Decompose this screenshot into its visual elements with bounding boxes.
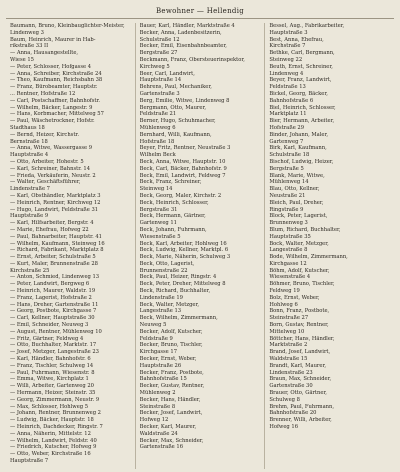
directory-entry: Baum, Heinrich, Maurer in Hab- xyxy=(10,36,96,43)
directory-entry: — Anna, Hausangestellte, xyxy=(10,50,79,57)
directory-entry: Gartenstraße 3 xyxy=(139,90,180,97)
directory-entry: — Anna, Witwe, Wassergasse 9 xyxy=(10,145,93,152)
directory-entry: Beyer, Franz, Landwirt, xyxy=(269,77,332,84)
directory-entry: — Ernst, Arbeiter, Schulstraße 5 xyxy=(10,254,96,261)
directory-entry: Steinweg 14 xyxy=(139,186,173,193)
directory-entry: Beck, Peter, Dreher, Mittelweg 8 xyxy=(139,281,226,288)
directory-entry: Hohlweg 6 xyxy=(269,301,298,308)
directory-entry: Beck, Johann, Fuhrmann, xyxy=(139,226,207,233)
directory-entry: — Anna, Schreiber, Kirchstraße 24 xyxy=(10,70,102,77)
directory-entry: Becker, Franz, Postbote, xyxy=(139,369,204,376)
directory-entry: Blau, Otto, Kellner, xyxy=(269,186,320,193)
directory-entry: Beck, Ludwig, Kellner, Marktpl. 6 xyxy=(139,247,229,254)
directory-entry: — Walter, Geschäftsführer, xyxy=(10,179,81,186)
directory-entry: Kirchstraße 25 xyxy=(10,267,50,274)
directory-entry: — Hermann, Heizer, Steinstr. 35 xyxy=(10,390,96,397)
directory-entry: Beckmann, Franz, Obersteuerinspektor, xyxy=(139,56,245,63)
directory-entry: Lindenweg 4 xyxy=(269,70,304,77)
columns xyxy=(6,23,394,469)
directory-entry: Mittelweg 10 xyxy=(269,328,305,335)
directory-entry: Lindenstraße 23 xyxy=(269,369,313,376)
directory-entry: — Karl, Händler, Bahnhofstr. 6 xyxy=(10,356,91,363)
directory-entry: Bickel, Georg, Bäcker, xyxy=(269,90,328,97)
directory-entry: Steinstraße 27 xyxy=(269,315,309,322)
directory-entry: Becker, Max, Schneider, xyxy=(139,437,204,444)
directory-entry: Beck, Walter, Metzger, xyxy=(139,301,200,308)
directory-entry: — Wilhelm, Landwirt, Feldstr. 40 xyxy=(10,437,97,444)
directory-entry: Wiesenstraße 5 xyxy=(139,233,181,240)
directory-entry: Steinweg 22 xyxy=(269,56,303,63)
directory-entry: — Anton, Schmied, Lindenweg 13 xyxy=(10,274,100,281)
directory-entry: Langestraße 13 xyxy=(139,308,182,315)
directory-entry: Schulstraße 18 xyxy=(269,152,310,159)
directory-entry: Beck, Franz, Schreiner, xyxy=(139,179,202,186)
directory-entry: — Wilhelm, Bäcker, Langestr. 9 xyxy=(10,104,93,111)
directory-entry: Kirchstraße 7 xyxy=(269,43,306,50)
directory-entry: Biel, Heinrich, Schlosser, xyxy=(269,104,336,111)
directory-entry: — Carl, Kellner, Hauptstraße 30 xyxy=(10,315,95,322)
directory-entry: Beck, Anna, Witwe, Hauptstr. 10 xyxy=(139,158,226,165)
directory-entry: — Karl, Schreiner, Bahnstr. 14 xyxy=(10,165,91,172)
directory-entry: Best, Anna, Ehefrau, xyxy=(269,36,324,43)
directory-entry: Ringstraße 9 xyxy=(269,206,304,213)
directory-entry: — Peter, Landwirt, Bergweg 6 xyxy=(10,281,90,288)
directory-entry: — Anna, Näherin, Mittelstr. 12 xyxy=(10,430,91,437)
directory-entry: — Otto, Buchhalter, Marktstr. 17 xyxy=(10,342,97,349)
directory-entry: Wiese 15 xyxy=(10,56,34,63)
directory-entry: Kirchgasse 17 xyxy=(139,349,177,356)
directory-entry: Becker, Emil, Eisenbahnbeamter, xyxy=(139,43,227,50)
directory-entry: Bolz, Ernst, Weber, xyxy=(269,294,320,301)
directory-entry: — Richard, Fabrikant, Marktplatz 8 xyxy=(10,247,104,254)
directory-entry: Steinstraße 8 xyxy=(139,403,176,410)
directory-entry: Bonn, Franz, Postbote, xyxy=(269,308,330,315)
directory-entry: Böhmer, Bruno, Tischler, xyxy=(269,281,335,288)
directory-entry: Behrens, Paul, Mechaniker, xyxy=(139,84,212,91)
directory-entry: Schulstraße 12 xyxy=(139,36,180,43)
directory-entry: — Emil, Schneider, Neuweg 3 xyxy=(10,322,89,329)
directory-entry: Bahnhofstraße 20 xyxy=(269,410,317,417)
directory-entry: ... Rentner, Hofstraße 12 xyxy=(10,90,76,97)
directory-entry: Birk, Karl, Kaufmann, xyxy=(269,145,327,152)
directory-entry: Marktstraße 2 xyxy=(269,342,308,349)
column-3 xyxy=(265,23,394,469)
directory-entry: Bergstraße 27 xyxy=(139,50,178,57)
directory-entry: Bahnhofstraße 6 xyxy=(269,97,314,104)
directory-entry: Beck, Carl, Bäcker, Bahnhofstr. 9 xyxy=(139,165,227,172)
directory-entry: — Paul, Fuhrmann, Wiesenstr. 8 xyxy=(10,369,95,376)
directory-entry: Becker, Anna, Ladenbesitzerin, xyxy=(139,29,222,36)
directory-entry: — Friedrich, Kutscher, Hofweg 9 xyxy=(10,444,97,451)
directory-entry: Feldweg 19 xyxy=(269,288,300,295)
directory-entry: Berner, Hugo, Schuhmacher, xyxy=(139,118,216,125)
directory-entry: Lindenweg 3 xyxy=(10,29,44,36)
directory-entry: Beck, Marie, Näherin, Schulweg 3 xyxy=(139,254,231,261)
directory-entry: Lindenstraße 19 xyxy=(139,294,183,301)
directory-entry: Wiesenstraße 4 xyxy=(269,274,311,281)
directory-entry: Block, Peter, Lagerist, xyxy=(269,213,328,220)
directory-entry: Schulweg 8 xyxy=(269,396,300,403)
directory-entry: Beck, Hermann, Gärtner, xyxy=(139,213,206,220)
directory-entry: Becker, Adolf, Kutscher, xyxy=(139,328,203,335)
directory-entry: — Paul, Bahnarbeiter, Hauptstr. 41 xyxy=(10,233,102,240)
directory-entry: Beck, Wilhelm, Zimmermann, xyxy=(139,315,218,322)
directory-entry: Brandt, Karl, Maurer, xyxy=(269,362,327,369)
directory-entry: Bock, Walter, Metzger, xyxy=(269,240,329,247)
directory-entry: — Georg, Postbote, Kirchgasse 7 xyxy=(10,308,97,315)
directory-entry: — August, Rentner, Mühlenweg 10 xyxy=(10,328,102,335)
directory-entry: rikstraße 33 II xyxy=(10,43,49,50)
directory-entry: — Hans, Korbmacher, Mittelweg 57 xyxy=(10,111,104,118)
directory-entry: Mühlenweg 2 xyxy=(139,390,176,397)
directory-entry: Bernstraße 18 xyxy=(10,138,48,145)
directory-entry: — Carl, Postschaffner, Bahnhofstr. xyxy=(10,97,101,104)
directory-entry: — Otto, Weber, Kirchstraße 16 xyxy=(10,451,91,458)
directory-entry: Gartenstraße 16 xyxy=(139,444,183,451)
directory-entry: Kirchgasse 12 xyxy=(269,260,307,267)
directory-entry: Bischof, Ludwig, Heizer, xyxy=(269,158,334,165)
directory-entry: Beer, Carl, Landwirt, xyxy=(139,70,195,77)
directory-entry: — Josef, Metzger, Langestraße 23 xyxy=(10,349,99,356)
directory-entry: — Max, Schlosser, Hohlweg 5 xyxy=(10,403,89,410)
directory-entry: Binder, Johann, Maler, xyxy=(269,131,329,138)
directory-entry: Böttcher, Hans, Händler, xyxy=(269,335,335,342)
directory-entry: Brauer, Otto, Gärtner, xyxy=(269,390,327,397)
directory-entry: — Paul, Wäschetrockner, Hofstr. xyxy=(10,118,95,125)
directory-entry: — Ludwig, Bäcker, Hauptstr. 18 xyxy=(10,417,94,424)
directory-entry: Bergmann, Otto, Maurer, xyxy=(139,104,207,111)
directory-entry: Becker, Hans, Händler, xyxy=(139,396,201,403)
directory-entry: Beck, Georg, Maler, Kirchstr. 2 xyxy=(139,192,222,199)
directory-entry: Brenner, Willi, Arbeiter, xyxy=(269,417,332,424)
directory-entry: Bleich, Paul, Dreher, xyxy=(269,199,324,206)
page-header xyxy=(6,4,394,19)
directory-entry: — Otto, Arbeiter, Hohestr. 5 xyxy=(10,158,84,165)
directory-entry: Marktplatz 11 xyxy=(269,111,307,118)
directory-entry: Hauptstraße 9 xyxy=(10,213,49,220)
directory-entry: — Johann, Rentner, Brunnenweg 2 xyxy=(10,410,101,417)
directory-entry: Feldstraße 9 xyxy=(139,335,173,342)
directory-entry: Bode, Wilhelm, Zimmermann, xyxy=(269,254,348,261)
directory-entry: Gartenstraße 30 xyxy=(269,383,313,390)
directory-entry: Becker, Gustav, Rentner, xyxy=(139,383,205,390)
directory-entry: — Heinrich, Maurer, Waldstr. 19 xyxy=(10,288,96,295)
directory-entry: Mühlenweg 6 xyxy=(139,124,176,131)
directory-entry: Lindenstraße 7 xyxy=(10,186,50,193)
directory-entry: — Heinrich, Dachdecker, Ringstr. 7 xyxy=(10,424,103,431)
directory-entry: Becker, Bruno, Tischler, xyxy=(139,342,203,349)
directory-entry: Braun, Max, Schneider, xyxy=(269,376,332,383)
directory-entry: — Fritz, Gärtner, Feldweg 4 xyxy=(10,335,84,342)
directory-entry: Beck, Karl, Arbeiter, Hohlweg 16 xyxy=(139,240,227,247)
directory-entry: Becker, Ernst, Weber, xyxy=(139,356,197,363)
directory-entry: Beck, Richard, Buchhalter, xyxy=(139,288,211,295)
directory-entry: Beck, Otto, Lagerist, xyxy=(139,260,195,267)
directory-entry: Hauptstraße 35 xyxy=(269,233,311,240)
directory-entry: — Wilhelm, Kaufmann, Steinweg 16 xyxy=(10,240,105,247)
directory-entry: Brunnenstraße 22 xyxy=(139,267,188,274)
directory-entry: — Georg, Zimmermann, Neustr. 9 xyxy=(10,396,100,403)
directory-entry: — Hans, Dreher, Gartenstraße 11 xyxy=(10,301,99,308)
directory-entry: Brehm, Paul, Fuhrmann, xyxy=(269,403,335,410)
directory-entry: Langestraße 8 xyxy=(269,247,308,254)
directory-entry: Hofstraße 29 xyxy=(269,124,305,131)
directory-entry: Bessel, Aug., Fabrikarbeiter, xyxy=(269,23,345,29)
directory-entry: Kirchweg 5 xyxy=(139,63,170,70)
directory-entry: — Karl, Obsthändler, Marktplatz 3 xyxy=(10,192,101,199)
directory-entry: Hauptstraße 14 xyxy=(139,77,182,84)
directory-entry: — Peter, Schlosser, Hofgasse 4 xyxy=(10,63,92,70)
directory-entry: Brand, Josef, Landwirt, xyxy=(269,349,331,356)
directory-entry: Gartenweg 11 xyxy=(139,220,177,227)
directory-entry: Waldstraße 24 xyxy=(139,430,178,437)
directory-entry: — Franz, Tischler, Schulweg 14 xyxy=(10,362,94,369)
directory-entry: Stadthaus 18 xyxy=(10,124,45,131)
directory-entry: Hauptstraße 3 xyxy=(269,29,308,36)
directory-entry: Beck, Heinrich, Schlosser, xyxy=(139,199,209,206)
column-2 xyxy=(136,23,266,469)
directory-entry: Bergstraße 31 xyxy=(139,206,178,213)
directory-entry: Baumann, Bruno, Kleinbauglichter-Meister, xyxy=(10,23,125,29)
directory-entry: — Karl, Hilfsarbeiter, Bergstr. 4 xyxy=(10,220,94,227)
directory-entry: — Franz, Lagerist, Hofstraße 2 xyxy=(10,294,92,301)
directory-entry: Gartenweg 7 xyxy=(269,138,304,145)
directory-entry: Bergstraße 5 xyxy=(269,165,304,172)
directory-entry: Hauptstraße 26 xyxy=(139,362,182,369)
directory-entry: Wilhelm Beck xyxy=(139,152,176,159)
directory-entry: — Frieda, Verkäuferin, Neustr. 2 xyxy=(10,172,96,179)
directory-entry: — Kurt, Maler, Brunnenstraße 28 xyxy=(10,260,98,267)
directory-entry: Hauptstraße 7 xyxy=(10,458,49,464)
directory-entry: — Franz, Bürobeamter, Hauptstr. xyxy=(10,84,98,91)
directory-entry: — Bernd, Heizer, Kirchstr. xyxy=(10,131,79,138)
directory-entry: Bethke, Carl, Bergmann, xyxy=(269,50,335,57)
directory-entry: Hauptstraße 4 xyxy=(10,152,49,159)
directory-entry: — Theo, Kaufmann, Reichsbahn 38 xyxy=(10,77,103,84)
directory-entry: Born, Gustav, Rentner, xyxy=(269,322,329,329)
directory-entry: — Willi, Arbeiter, Gartenweg 20 xyxy=(10,383,94,390)
directory-entry: Beuth, Ernst, Schreiner, xyxy=(269,63,333,70)
directory-entry: Bernhard, Willi, Kaufmann, xyxy=(139,131,212,138)
directory-entry: Blank, Marie, Witwe, xyxy=(269,172,325,179)
directory-entry: Feldstraße 13 xyxy=(269,84,306,91)
directory-entry: Becker, Karl, Maurer, xyxy=(139,424,197,431)
directory-entry: — Emma, Witwe, Kirchplatz 1 xyxy=(10,376,89,383)
column-1 xyxy=(6,23,136,469)
directory-entry: Hofstraße 18 xyxy=(139,138,175,145)
directory-entry: Mühlenweg 14 xyxy=(269,179,309,186)
directory-entry: — Hugo, Landwirt, Feldstraße 31 xyxy=(10,206,99,213)
directory-entry: Berg, Emilie, Witwe, Lindenweg 8 xyxy=(139,97,230,104)
directory-entry: Hofweg 12 xyxy=(139,417,169,424)
directory-entry: Waldstraße 15 xyxy=(269,356,308,363)
directory-entry: Bauer, Karl, Händler, Marktstraße 4 xyxy=(139,23,235,29)
directory-entry: Bier, Hermann, Arbeiter, xyxy=(269,118,335,125)
directory-entry: Bahnhofstraße 15 xyxy=(139,376,187,383)
directory-entry: Feldstraße 21 xyxy=(139,111,177,118)
directory-entry: Beyer, Fritz, Rentner, Neustraße 3 xyxy=(139,145,231,152)
directory-entry: Beck, Emil, Landwirt, Feldweg 7 xyxy=(139,172,226,179)
directory-entry: Neuweg 5 xyxy=(139,322,167,329)
directory-entry: Blum, Richard, Buchhalter, xyxy=(269,226,341,233)
directory-entry: Becker, Josef, Landwirt, xyxy=(139,410,203,417)
directory-entry: — Marie, Ehefrau, Hofweg 22 xyxy=(10,226,89,233)
directory-entry: Böhm, Adolf, Kutscher, xyxy=(269,267,330,274)
directory-entry: Beck, Paul, Heizer, Ringstr. 4 xyxy=(139,274,217,281)
directory-entry: Brunnenweg 3 xyxy=(269,220,308,227)
page-title: Bewohner — Hellendig xyxy=(155,7,245,15)
directory-entry: — Heinrich, Rentner, Kirchweg 12 xyxy=(10,199,101,206)
directory-entry: Hofweg 16 xyxy=(269,424,298,431)
directory-entry: Neustraße 21 xyxy=(269,192,306,199)
